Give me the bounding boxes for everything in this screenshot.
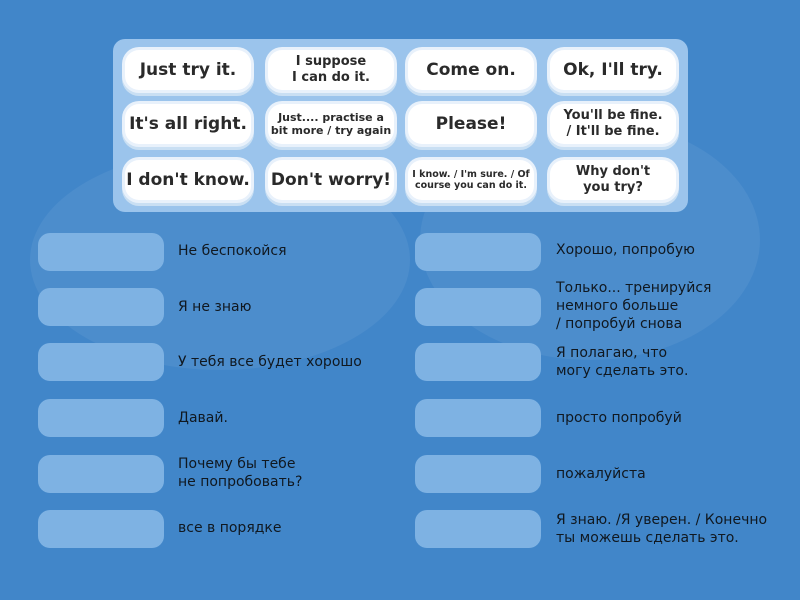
drop-slot[interactable]	[38, 399, 164, 437]
answer-tile[interactable]: Ok, I'll try.	[550, 50, 676, 90]
answer-tile[interactable]: I suppose I can do it.	[268, 50, 394, 90]
drop-slot[interactable]	[38, 343, 164, 381]
drop-slot[interactable]	[415, 288, 541, 326]
drop-slot[interactable]	[38, 288, 164, 326]
drop-slot[interactable]	[38, 510, 164, 548]
drop-slot[interactable]	[415, 399, 541, 437]
drop-slot[interactable]	[415, 233, 541, 271]
drop-slot[interactable]	[38, 233, 164, 271]
prompt-label: Я не знаю	[178, 299, 252, 315]
prompt-label: Давай.	[178, 410, 228, 426]
drop-slot[interactable]	[415, 343, 541, 381]
drop-slot[interactable]	[38, 455, 164, 493]
answer-tile[interactable]: Please!	[408, 104, 534, 144]
answer-tile[interactable]: It's all right.	[125, 104, 251, 144]
word-bank	[113, 39, 688, 212]
answer-tile[interactable]: I don't know.	[125, 160, 251, 200]
drop-slot[interactable]	[415, 510, 541, 548]
answer-tile[interactable]: Just.... practise a bit more / try again	[268, 104, 394, 144]
prompt-label: Я полагаю, что могу сделать это.	[556, 345, 689, 379]
answer-tile[interactable]: I know. / I'm sure. / Of course you can do it.	[408, 160, 534, 200]
prompt-label: все в порядке	[178, 520, 282, 536]
prompt-label: просто попробуй	[556, 410, 682, 426]
answer-tile[interactable]: Come on.	[408, 50, 534, 90]
prompt-label: Я знаю. /Я уверен. / Конечно ты можешь сделать это.	[556, 512, 768, 546]
prompt-label: пожалуйста	[556, 466, 646, 482]
answer-tile[interactable]: Just try it.	[125, 50, 251, 90]
prompt-label: Почему бы тебе не попробовать?	[178, 456, 303, 490]
drop-slot[interactable]	[415, 455, 541, 493]
answer-tile[interactable]: You'll be fine. / It'll be fine.	[550, 104, 676, 144]
prompt-label: Только... тренируйся немного больше / попробуй снова	[556, 280, 712, 332]
prompt-label: У тебя все будет хорошо	[178, 354, 362, 370]
answer-tile[interactable]: Don't worry!	[268, 160, 394, 200]
prompt-label: Не беспокойся	[178, 243, 287, 259]
prompt-label: Хорошо, попробую	[556, 242, 695, 258]
answer-tile[interactable]: Why don't you try?	[550, 160, 676, 200]
